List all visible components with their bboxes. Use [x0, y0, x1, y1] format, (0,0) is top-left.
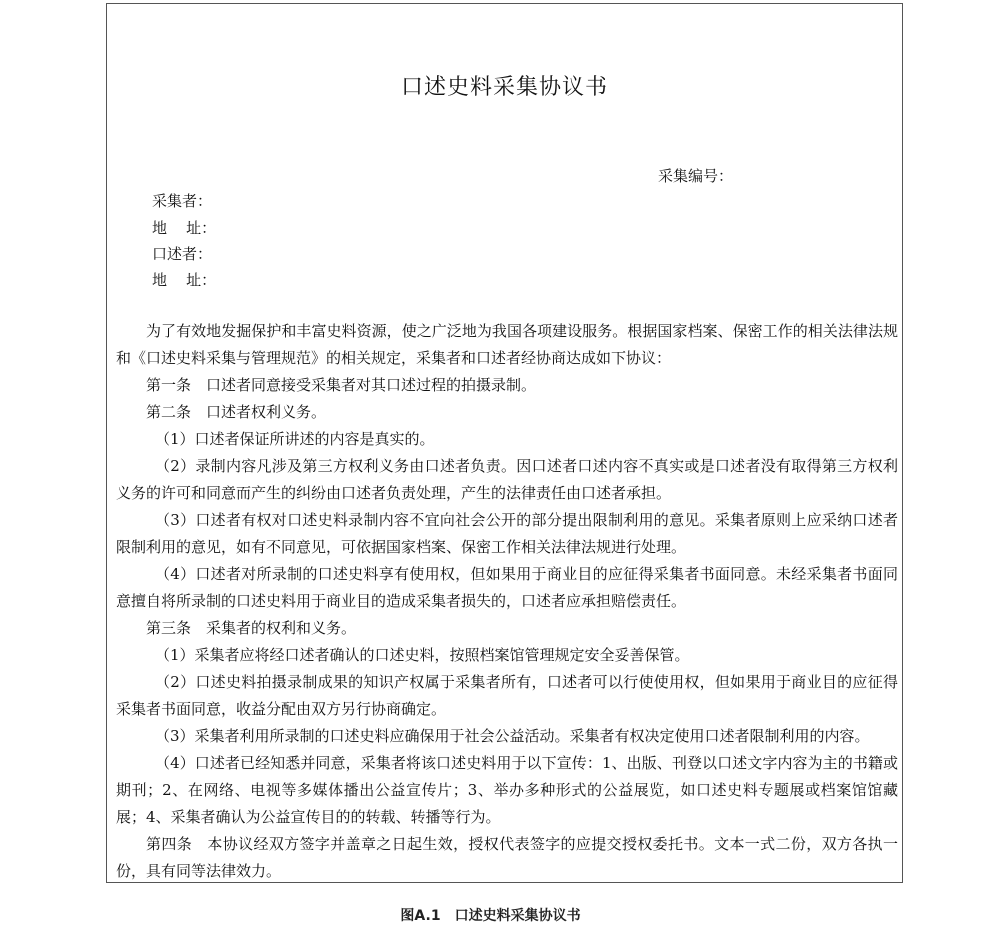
article-2-item-3: （3）口述者有权对口述史料录制内容不宜向社会公开的部分提出限制利用的意见。采集者原则上应采纳口述者限制利用的意见，如有不同意见，可依据国家档案、保密工作相关法律法规进行处理。 [116, 511, 898, 556]
serial-number-label: 采集编号： [658, 167, 734, 185]
narrator-label: 口述者： [152, 245, 213, 263]
document-title: 口述史料采集协议书 [400, 75, 608, 100]
narrator-address-label: 地 址： [152, 271, 217, 289]
collector-address-label: 地 址： [152, 219, 217, 237]
article-2-heading: 第二条 口述者权利义务。 [146, 403, 327, 421]
article-2-item-1: （1）口述者保证所讲述的内容是真实的。 [155, 430, 435, 448]
article-3-item-3: （3）采集者利用所录制的口述史料应确保用于社会公益活动。采集者有权决定使用口述者限制利用的内容。 [155, 727, 870, 745]
article-3-item-4: （4）口述者已经知悉并同意，采集者将该口述史料用于以下宣传：1、出版、刊登以口述文字内容为主的书籍或期刊；2、在网络、电视等多媒体播出公益宣传片；3、举办多种形式的公益展览，如口述史料专题展或档案馆馆藏展；4、采集者确认为公益宣传目的的转载、转播等行为。 [116, 754, 898, 826]
agreement-body [116, 318, 898, 885]
article-3-item-2: （2）口述史料拍摄录制成果的知识产权属于采集者所有，口述者可以行使使用权，但如果用于商业目的应征得采集者书面同意，收益分配由双方另行协商确定。 [116, 673, 898, 718]
article-3-item-1: （1）采集者应将经口述者确认的口述史料，按照档案馆管理规定安全妥善保管。 [155, 646, 690, 664]
article-2-item-4: （4）口述者对所录制的口述史料享有使用权，但如果用于商业目的应征得采集者书面同意。未经采集者书面同意擅自将所录制的口述史料用于商业目的造成采集者损失的，口述者应承担赔偿责任。 [116, 565, 898, 610]
preamble-paragraph: 为了有效地发掘保护和丰富史料资源，使之广泛地为我国各项建设服务。根据国家档案、保密工作的相关法律法规和《口述史料采集与管理规范》的相关规定，采集者和口述者经协商达成如下协议： [116, 322, 898, 367]
article-2-item-2: （2）录制内容凡涉及第三方权利义务由口述者负责。因口述者口述内容不真实或是口述者没有取得第三方权利义务的许可和同意而产生的纠纷由口述者负责处理，产生的法律责任由口述者承担。 [116, 457, 898, 502]
article-1: 第一条 口述者同意接受采集者对其口述过程的拍摄录制。 [146, 376, 537, 394]
figure-caption: 图A.1 口述史料采集协议书 [400, 908, 581, 924]
article-4: 第四条 本协议经双方签字并盖章之日起生效，授权代表签字的应提交授权委托书。文本一式二份，双方各执一份，具有同等法律效力。 [116, 835, 898, 880]
collector-label: 采集者： [152, 192, 213, 210]
agreement-frame [106, 3, 903, 883]
article-3-heading: 第三条 采集者的权利和义务。 [146, 619, 357, 637]
